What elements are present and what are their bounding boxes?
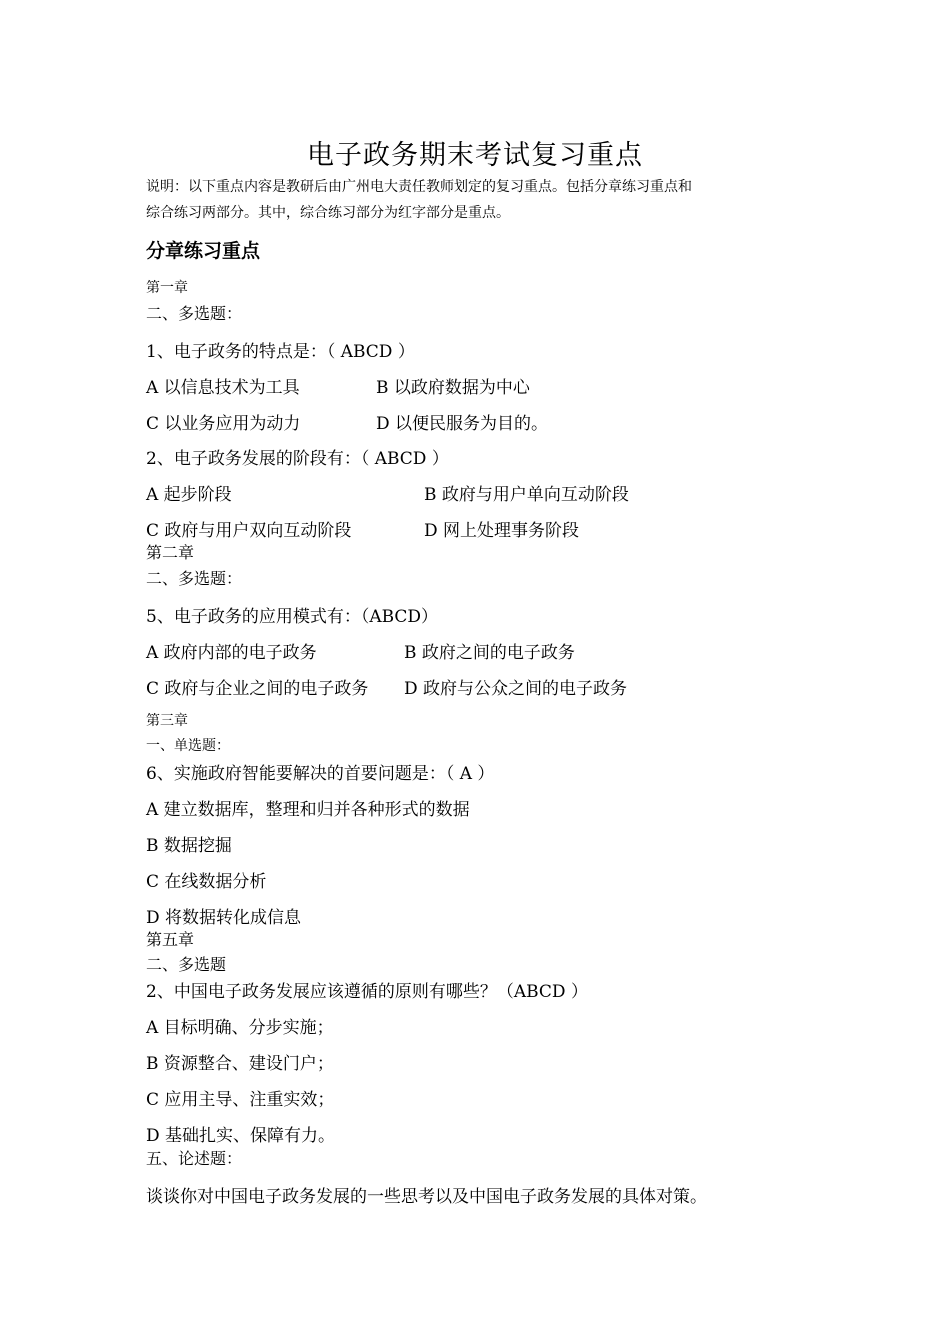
essay-question-type: 五、论述题：	[146, 1149, 243, 1168]
chapter-3-heading: 第三章	[146, 713, 188, 729]
question-6: 6、实施政府智能要解决的首要问题是：（ A ）	[146, 764, 495, 784]
question-1: 1、电子政务的特点是：（ ABCD ）	[146, 342, 415, 362]
ch5-q2-option-c: C 应用主导、注重实效；	[146, 1090, 335, 1110]
q2-option-b: B 政府与用户单向互动阶段	[424, 485, 629, 505]
q6-option-c: C 在线数据分析	[146, 872, 267, 892]
document-title: 电子政务期末考试复习重点	[307, 140, 643, 171]
chapter-2-heading: 第二章	[146, 543, 195, 562]
q2-option-a: A 起步阶段	[146, 485, 232, 505]
chapter-3-question-type: 一、单选题：	[146, 738, 230, 754]
note-line-1: 说明：以下重点内容是教研后由广州电大责任教师划定的复习重点。包括分章练习重点和	[146, 179, 692, 195]
question-5: 5、电子政务的应用模式有：（ABCD）	[146, 607, 439, 627]
question-2-chapter-5: 2、中国电子政务发展应该遵循的原则有哪些？（ABCD ）	[146, 982, 588, 1002]
q6-option-b: B 数据挖掘	[146, 836, 232, 856]
q1-option-c: C 以业务应用为动力	[146, 414, 301, 434]
q6-option-d: D 将数据转化成信息	[146, 908, 302, 928]
chapter-1-question-type: 二、多选题：	[146, 304, 243, 323]
chapter-5-question-type: 二、多选题	[146, 955, 227, 974]
q6-option-a: A 建立数据库，整理和归并各种形式的数据	[146, 800, 470, 820]
q5-option-d: D 政府与公众之间的电子政务	[404, 679, 628, 699]
q2-option-d: D 网上处理事务阶段	[424, 521, 580, 541]
ch5-q2-option-a: A 目标明确、分步实施；	[146, 1018, 334, 1038]
q1-option-a: A 以信息技术为工具	[146, 378, 300, 398]
ch5-q2-option-d: D 基础扎实、保障有力。	[146, 1126, 336, 1146]
question-2: 2、电子政务发展的阶段有：（ ABCD ）	[146, 449, 449, 469]
q2-option-c: C 政府与用户双向互动阶段	[146, 521, 352, 541]
ch5-q2-option-b: B 资源整合、建设门户；	[146, 1054, 334, 1074]
note-line-2: 综合练习两部分。其中，综合练习部分为红字部分是重点。	[146, 205, 510, 221]
q1-option-d: D 以便民服务为目的。	[376, 414, 549, 434]
q5-option-c: C 政府与企业之间的电子政务	[146, 679, 369, 699]
q5-option-a: A 政府内部的电子政务	[146, 643, 317, 663]
q1-option-b: B 以政府数据为中心	[376, 378, 530, 398]
section-title: 分章练习重点	[146, 240, 261, 262]
chapter-2-question-type: 二、多选题：	[146, 569, 243, 588]
chapter-1-heading: 第一章	[146, 280, 188, 296]
essay-question: 谈谈你对中国电子政务发展的一些思考以及中国电子政务发展的具体对策。	[146, 1187, 707, 1207]
chapter-5-heading: 第五章	[146, 930, 195, 949]
q5-option-b: B 政府之间的电子政务	[404, 643, 575, 663]
